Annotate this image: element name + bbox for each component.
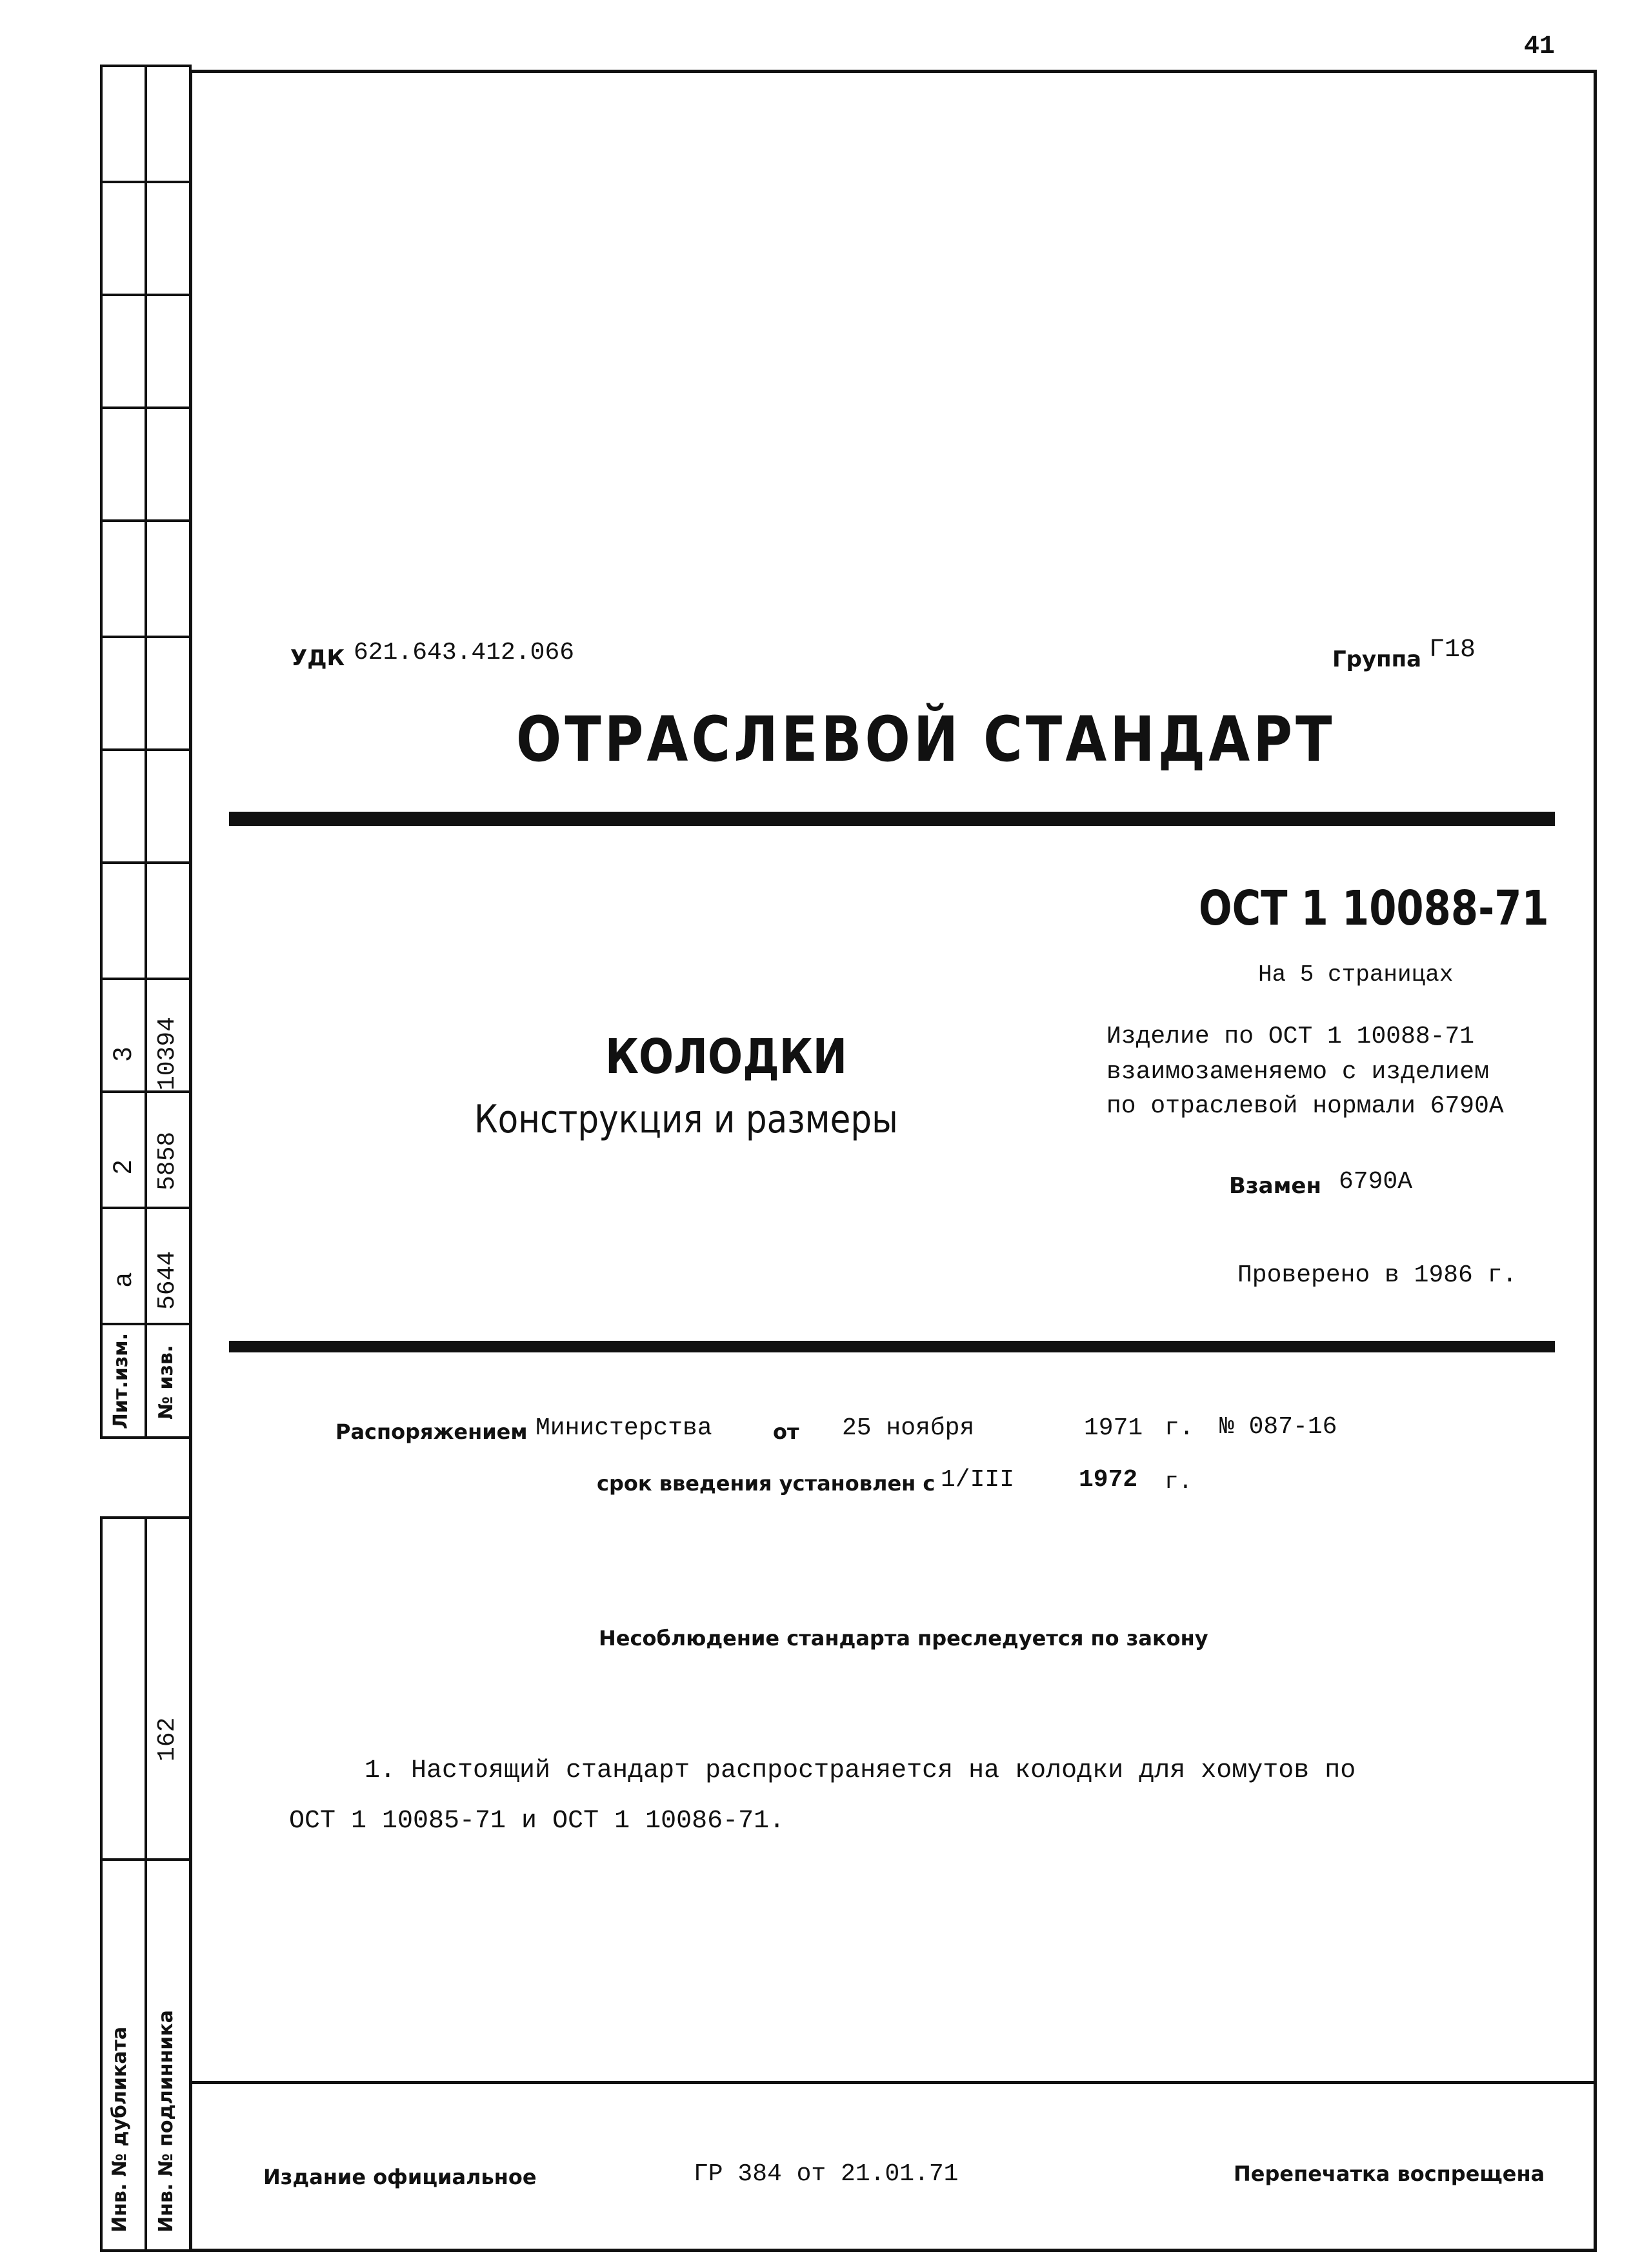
stamp-row-line [100,406,192,409]
changes-header: Лит.изм. [110,1332,132,1429]
order-ministry: Министерства [535,1414,712,1442]
order-year: 1971 [1084,1414,1143,1442]
stamp-row-line [100,748,192,751]
interchange-line-3: по отраслевой нормали 6790А [1106,1092,1504,1120]
order-date: 25 ноября [842,1414,975,1442]
pages-note: На 5 страницах [1258,961,1454,988]
stamp-row-line [100,861,192,864]
revision-lit-2: 2 [108,1159,137,1174]
stamp-row-line [100,1090,192,1093]
stamp-row-line [100,1323,192,1325]
effective-label: срок введения установлен с [597,1471,936,1496]
standard-designation: ОСТ 1 10088-71 [1199,881,1549,936]
stamp-row-line [100,181,192,183]
original-inventory-value: 162 [154,1717,181,1761]
order-year-suffix: г. [1165,1414,1194,1442]
order-label: Распоряжением [335,1420,528,1444]
document-title: КОЛОДКИ [605,1029,848,1085]
document-subtitle: Конструкция и размеры [474,1097,898,1142]
duplicate-inventory-label: Инв. № дубликата [108,2026,131,2233]
udk-label: УДК [290,645,345,671]
group-label: Группа [1332,647,1422,672]
stamp-row-line [100,636,192,638]
standard-type-heading: ОТРАСЛЕВОЙ СТАНДАРТ [516,703,1336,776]
legal-warning: Несоблюдение стандарта преследуется по закону [599,1626,1208,1651]
stamp-row-line [100,978,192,980]
revision-lit-a: а [108,1272,137,1287]
checked-note: Проверено в 1986 г. [1237,1261,1517,1289]
group-value: Г18 [1429,636,1476,665]
clause-1-line-2: ОСТ 1 10085-71 и ОСТ 1 10086-71. [289,1807,785,1836]
revision-lit-3: 3 [108,1047,137,1061]
clause-1-line-1: 1. Настоящий стандарт распространяется на колодки для хомутов по [365,1756,1356,1785]
revision-num-2: 5858 [154,1131,181,1190]
stamp-row-line [100,1207,192,1209]
effective-date: 1/III [941,1466,1015,1494]
thick-rule-top [229,812,1555,826]
order-from: от [773,1420,799,1444]
stamp-row-line [100,294,192,296]
thick-rule-bottom [229,1341,1555,1352]
footer-reprint-notice: Перепечатка воспрещена [1234,2162,1545,2186]
interchange-line-2: взаимозаменяемо с изделием [1106,1058,1489,1086]
original-inventory-label: Инв. № подлинника [155,2010,177,2233]
effective-year: 1972 [1079,1466,1138,1494]
effective-year-suffix: г. [1165,1469,1193,1495]
udk-value: 621.643.412.066 [354,639,575,667]
revision-num-3: 10394 [154,1016,181,1090]
order-number: № 087-16 [1219,1413,1337,1441]
inventory-stamp-divider [145,1516,147,2252]
numbers-header: № изв. [155,1345,177,1420]
footer-edition: Издание официальное [263,2165,537,2189]
revision-stamp-divider [145,65,147,1439]
page-number: 41 [1524,32,1556,61]
interchange-line-1: Изделие по ОСТ 1 10088-71 [1106,1023,1475,1050]
footer-registration: ГР 384 от 21.01.71 [694,2160,959,2188]
inventory-stamp-row-line [100,1858,192,1861]
revision-num-1: 5644 [154,1250,181,1310]
stamp-row-line [100,519,192,522]
page-frame [189,70,1597,2252]
footer-divider [189,2081,1597,2084]
replaces-label: Взамен [1229,1173,1321,1199]
replaces-value: 6790А [1339,1168,1413,1196]
